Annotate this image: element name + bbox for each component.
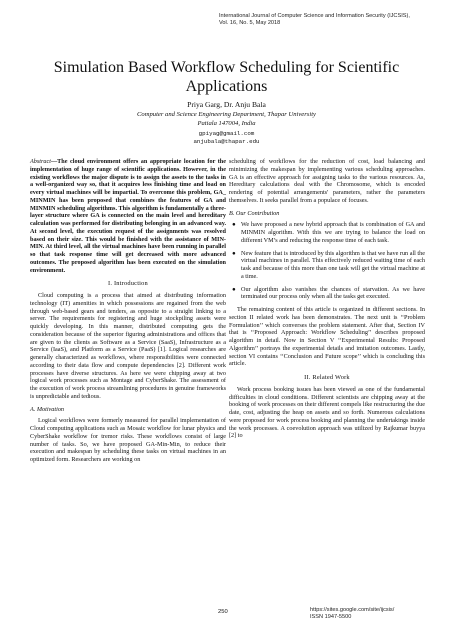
- bullet-icon: ●: [232, 221, 236, 229]
- subsection-heading-motivation: A. Motivation: [30, 405, 65, 413]
- contribution-bullet-text: New feature that is introduced by this algorithm is that we have run all the virtual machines in parallel. This effectively reduced waiting time of each task and because of this more than one task will get the virtual machine at a time.: [241, 249, 425, 280]
- contribution-bullet: [229, 286, 425, 302]
- left-column: [30, 158, 226, 466]
- bullet-icon: ●: [232, 249, 236, 257]
- right-column: [229, 158, 425, 442]
- journal-issue: Vol. 16, No. 5, May 2018: [219, 20, 281, 26]
- author-emails: [20, 130, 433, 146]
- journal-name: International Journal of Computer Science and Information Security (IJCSIS),: [219, 13, 410, 19]
- introduction-paragraph: Cloud computing is a process that aimed at distributing information technology (IT) amenities in which possessions are regained from the web through web-based gears and tenders, as opposite to a straight linking to a server. The requirements for registering and huge stockpiling assets were quickly developing. In this manner, distributed computing gets the consideration because of the superior figuring administrations and offices that are given to the clients as Software as a Service (SaaS), Infrastructure as a Service (IaaS), and Platform as a Service (PaaS) [1]. Logical researches are generally characterized as workflows, where responsibilities were connected according to their data flow and compute dependencies [2]. Different work processes have diverse structures. As here we were chipping away at two logical work processes such as Montage and CyberShake. The assessment of the execution of work process streamlining procedures in genuine frameworks is unpredictable and tedious.: [30, 292, 226, 400]
- email-2: anjubala@thapar.edu: [193, 138, 260, 145]
- section-heading-related-work: II. Related Work: [304, 374, 350, 381]
- author-affiliation: [20, 111, 433, 128]
- related-work-paragraph: Work process booking issues has been viewed as one of the fundamental difficulties in cloud conditions. Different scientists are chipping away at the booking of work processes on their different compels like restructuring the due date, cost, adjusting the heap on assets and so forth. Numerous calculations were proposed for work process booking and planning the undertakings inside the work processes. A coevolution approach was utilized by Rajkumar buyya [2] to: [229, 385, 425, 440]
- footer-issn: ISSN 1947-5500: [310, 614, 352, 620]
- bullet-icon: ●: [232, 285, 236, 293]
- motivation-paragraph: Logical workflows were formerly measured for parallel implementation of Cloud computing applications such as Mosaic workflow for lunar physics and CyberShake workflow for tremor risks. These workflows consist of large number of tasks. So, we have proposed GA-Min-Min, to reduce their execution and makespan by scheduling these tasks on virtual machines in an optimized form. Researchers are working on: [30, 417, 226, 463]
- abstract-text: —The cloud environment offers an appropriate location for the implementation of huge range of scientific applications. However, in the existing workflows the major dispute is to assign the assets to the tasks in a well-organized way so, that it acquires less finishing time and load on every virtual machines will be impartial. To overcome this problem, GA_ MINMIN has been proposed that combines the features of GA and MINMIN scheduling algorithms. This algorithm is fundamentally a three-layer structure where GA is connected on the main level and hereditary calculation was performed for distributing belonging in an advanced way. At second level, the execution request of the assignments was resolved based on their size. This would be finished with the assistance of MIN-MIN. At third level, all the virtual machines have been running in parallel so that task response time will get decreased with more advanced outcomes. The proposed algorithm has been executed on the simulation environment.: [30, 158, 226, 274]
- affiliation-line-2: Patiala 147004, India: [197, 119, 256, 127]
- contribution-bullet-text: Our algorithm also vanishes the chances of starvation. As we have terminated our process only when all the tasks get executed.: [241, 285, 425, 301]
- section-heading-introduction: I. Introduction: [108, 280, 148, 288]
- paper-title: Simulation Based Workflow Scheduling for Scientific Applications: [53, 59, 400, 95]
- footer-url: https://sites.google.com/site/ijcsis/: [310, 607, 395, 613]
- abstract: [30, 158, 226, 274]
- contribution-bullet: [229, 250, 425, 281]
- abstract-lead: Abstract: [30, 158, 51, 165]
- subsection-heading-contribution: B. Our Contribution: [229, 209, 280, 217]
- contribution-bullet-text: We have proposed a new hybrid approach that is combination of GA and MINMIN algorithm. With this we are trying to balance the load on different VM’s and reducing the response time of each task.: [241, 221, 425, 244]
- affiliation-line-1: Computer and Science Engineering Department, Thapar University: [137, 111, 316, 118]
- paper-authors: Priya Garg, Dr. Anju Bala: [187, 100, 266, 109]
- email-1: gpiyag@gmail.com: [198, 130, 255, 137]
- journal-header: [219, 13, 444, 27]
- organization-paragraph: The remaining content of this article is organized in different sections. In section II related work has been demonstrates. The next unit is ‘‘Problem Formulation’’ which converses the problem statement. After that, Section IV that is ‘‘Proposed Approach: Workflow Scheduling’’ describes proposed algorithm in detail. Now in Section V ‘‘Experimental Results: Proposed Algorithm’’ portrays the experimental details and imitation outcomes. Lastly, section VI contains ‘‘Conclusion and Future scope’’ which is concluding this article.: [229, 306, 425, 368]
- contribution-bullet: [229, 221, 425, 244]
- right-intro-paragraph: scheduling of workflows for the reduction of cost, load balancing and minimizing the makespan by implementing various scheduling approaches. GA is an effective approach for assigning tasks to the various resources. As, Hereditary calculations deal with the Chromosome, which is encoded rendering of potential arrangements' parameters, rather the parameters themselves. It seeks parallel from a populace of focuses.: [229, 158, 425, 204]
- page-number: 250: [218, 609, 228, 615]
- footer-info: [310, 607, 394, 621]
